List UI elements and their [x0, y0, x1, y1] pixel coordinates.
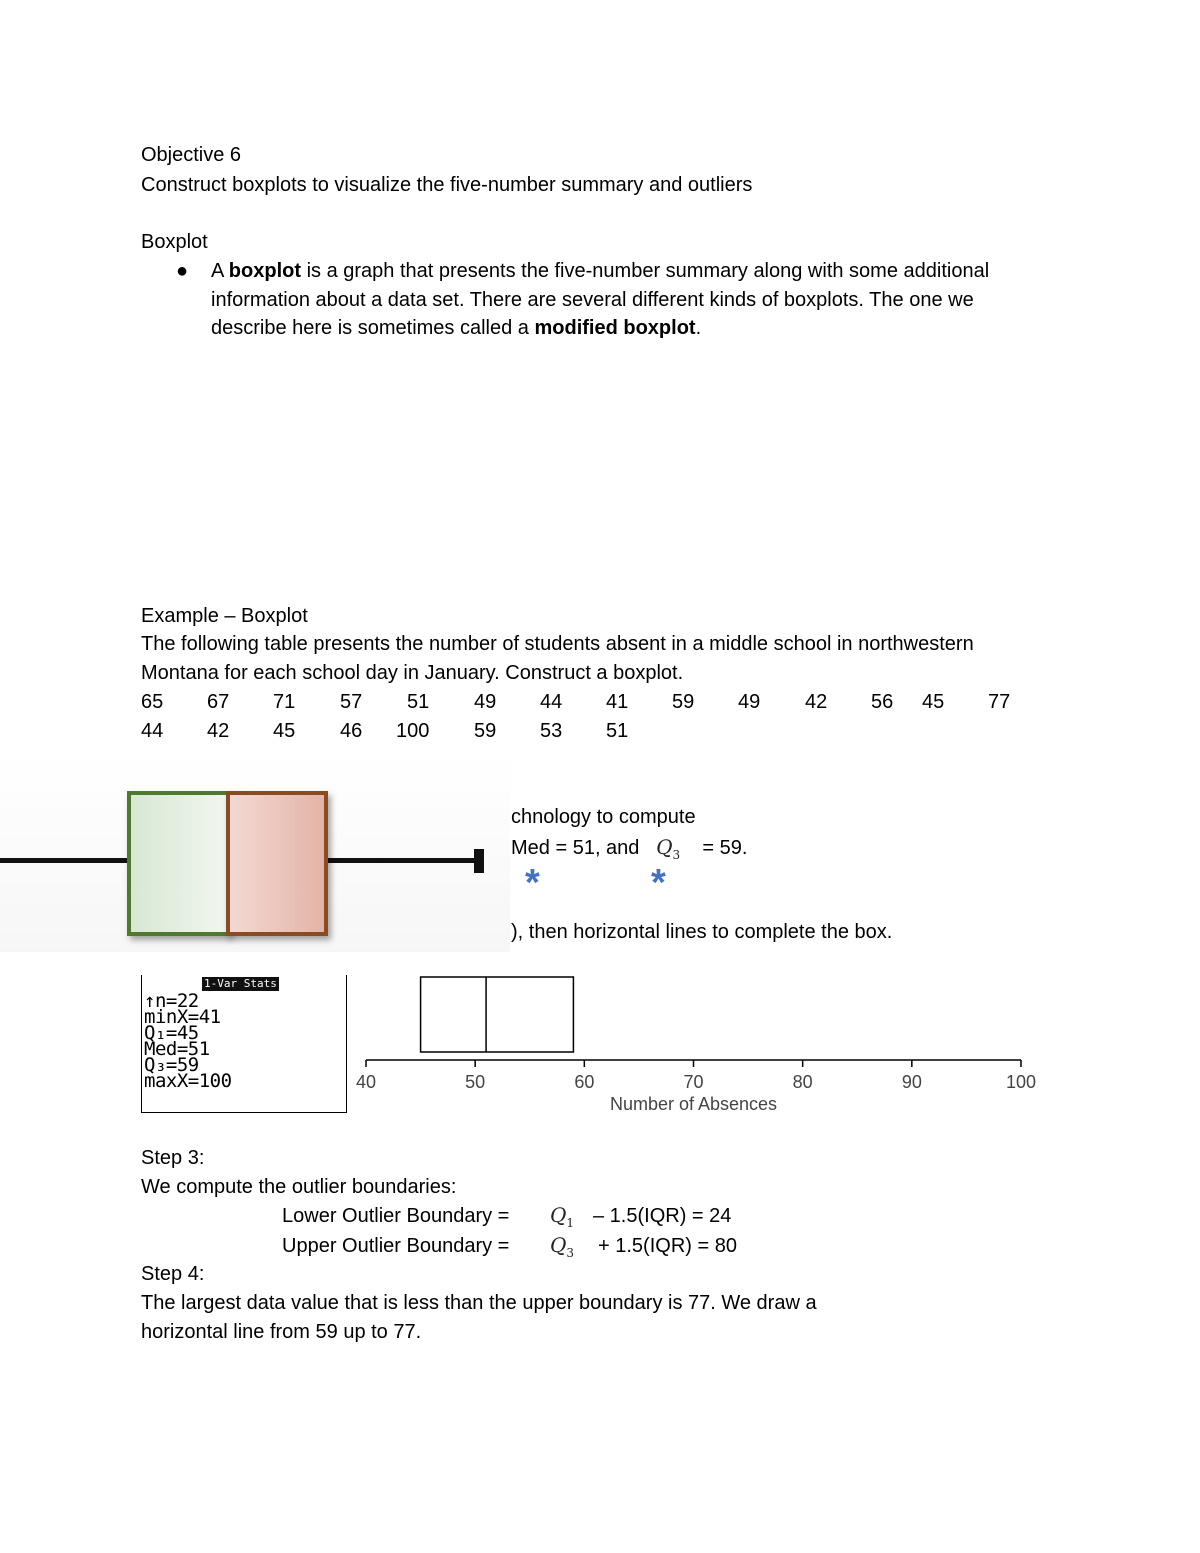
data-value: 59 — [672, 691, 695, 713]
calc-line: ↑n=22 — [144, 990, 199, 1012]
data-value: 49 — [738, 691, 761, 713]
data-value: 65 — [141, 691, 164, 713]
step4-line-2: horizontal line from 59 up to 77. — [141, 1321, 422, 1343]
data-value: 42 — [207, 720, 230, 742]
data-value: 42 — [805, 691, 828, 713]
data-value: 57 — [340, 691, 363, 713]
calculator-screen — [141, 975, 347, 1113]
calc-line: Q₃=59 — [144, 1054, 199, 1076]
example-line-1: The following table presents the number of students absent in a middle school in northwestern — [141, 633, 974, 655]
boxplot-box — [421, 977, 574, 1052]
boxplot-chart — [345, 968, 1045, 1118]
data-value: 46 — [340, 720, 363, 742]
glossy-box-lower-half — [127, 791, 230, 936]
glossy-whisker-cap — [474, 849, 484, 873]
bold-boxplot: boxplot — [228, 260, 302, 282]
bold-modified-boxplot: modified boxplot — [534, 317, 696, 339]
data-value: 45 — [922, 691, 945, 713]
bullet-line-3: describe here is sometimes called a modified boxplot. — [211, 317, 702, 339]
step3-heading: Step 3: — [141, 1147, 205, 1169]
x-tick-label: 40 — [355, 1072, 377, 1092]
data-value: 44 — [540, 691, 563, 713]
step4-line-1: The largest data value that is less than the upper boundary is 77. We draw a — [141, 1292, 817, 1314]
q1-symbol: $Q_1$ — [550, 1203, 575, 1230]
calc-line: Q₁=45 — [144, 1022, 199, 1044]
x-tick-label: 50 — [465, 1072, 486, 1092]
x-tick-label: 90 — [901, 1072, 922, 1092]
q3-symbol: $Q_3$ — [550, 1233, 575, 1260]
data-value: 44 — [141, 720, 164, 742]
lower-boundary-expr: – 1.5(IQR) = 24 — [593, 1205, 732, 1227]
partial-med-line: Med = 51, and $Q_3$ = 59. — [511, 835, 748, 862]
asterisk-icon: * — [525, 862, 540, 904]
upper-boundary-label: Upper Outlier Boundary = — [282, 1235, 510, 1257]
data-value: 45 — [273, 720, 296, 742]
glossy-box-upper-half — [226, 791, 328, 936]
bullet-line-1: A boxplot is a graph that presents the five-number summary along with some additional — [211, 260, 990, 282]
asterisk-icon: * — [651, 862, 666, 904]
x-tick-label: 60 — [574, 1072, 595, 1092]
example-line-2: Montana for each school day in January. Construct a boxplot. — [141, 662, 684, 684]
objective-subtitle: Construct boxplots to visualize the five-number summary and outliers — [141, 174, 753, 196]
data-value: 100 — [396, 720, 430, 742]
example-heading: Example – Boxplot — [141, 605, 308, 627]
partial-step2-line: ), then horizontal lines to complete the box. — [511, 921, 893, 943]
data-value: 71 — [273, 691, 296, 713]
calc-line: minX=41 — [144, 1006, 221, 1028]
boxplot-heading: Boxplot — [141, 231, 208, 253]
data-value: 56 — [871, 691, 894, 713]
upper-boundary-expr: + 1.5(IQR) = 80 — [598, 1235, 737, 1257]
x-tick-label: 80 — [792, 1072, 813, 1092]
calculator-title: 1-Var Stats — [204, 977, 277, 990]
calc-line: Med=51 — [144, 1038, 210, 1060]
data-value: 67 — [207, 691, 230, 713]
x-axis-label: Number of Absences — [609, 1094, 778, 1114]
lower-boundary-label: Lower Outlier Boundary = — [282, 1205, 510, 1227]
data-value: 51 — [407, 691, 430, 713]
bullet-line-2: information about a data set. There are several different kinds of boxplots. The one we — [211, 289, 974, 311]
calc-line: maxX=100 — [144, 1070, 232, 1092]
partial-tech-line: chnology to compute — [511, 806, 696, 828]
x-tick-label: 70 — [683, 1072, 704, 1092]
step3-intro: We compute the outlier boundaries: — [141, 1176, 457, 1198]
data-value: 53 — [540, 720, 563, 742]
q3-symbol: $Q_3$ — [656, 835, 681, 862]
objective-title: Objective 6 — [141, 144, 242, 166]
data-value: 41 — [606, 691, 629, 713]
data-value: 49 — [474, 691, 497, 713]
x-axis-ticks — [356, 1060, 1036, 1092]
x-tick-label: 100 — [1005, 1072, 1037, 1092]
step4-heading: Step 4: — [141, 1263, 205, 1285]
data-value: 77 — [988, 691, 1011, 713]
data-value: 51 — [606, 720, 629, 742]
data-value: 59 — [474, 720, 497, 742]
bullet-icon: ● — [176, 260, 189, 282]
